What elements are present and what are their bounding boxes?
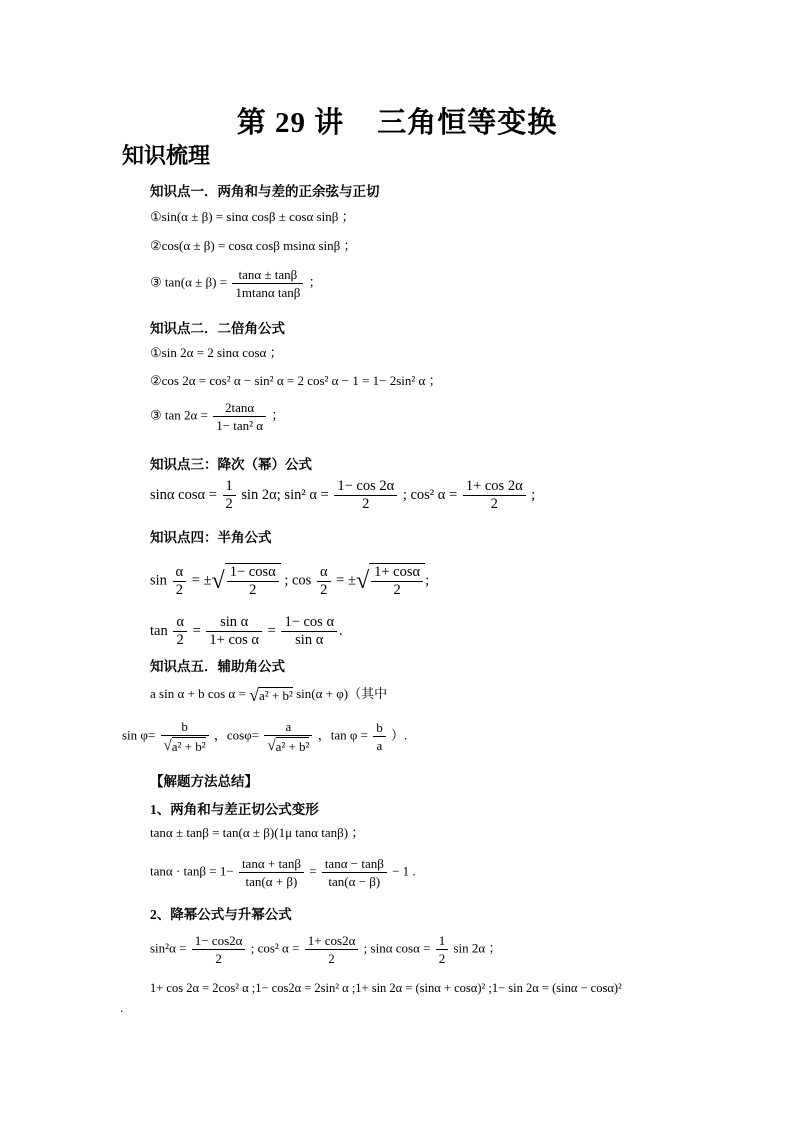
point2-formula1: ①sin 2α = 2 sinα cosα ；: [150, 345, 283, 360]
point4-formula-tan: tan $\frac{\alpha}{2}$ = $\frac{\text{sin α}}{\text{1+ cos α}}$ = $\frac{\text{1− cos α}}{\text{sin α}}$ .: [150, 614, 343, 648]
summary-s1-formula1: tanα ± tanβ = tan(α ± β)(1μ tanα tanβ) ；: [150, 825, 365, 840]
fraction: $\frac{1}{2}$: [223, 478, 236, 513]
radical-sign: √: [249, 685, 259, 706]
point5-formula-line1: a sin α + b cos α = √a² + b² sin(α + φ)（其中: [150, 685, 388, 706]
radical: [225, 563, 281, 599]
fraction: $\frac{\text{sin α}}{\text{1+ cos α}}$: [206, 614, 262, 649]
point1-formula1: ①sin(α ± β) = sinα cosβ ± cosα sinβ ；: [150, 209, 355, 224]
fraction: $\frac{1+ \cos 2\alpha}{2}$: [305, 932, 359, 967]
fraction: $\frac{\alpha}{2}$: [173, 614, 187, 649]
radical-sign: √: [211, 568, 225, 594]
fraction: $\frac{\alpha}{2}$: [173, 564, 187, 599]
point1-formula3: ③ tan(α ± β) = $\frac{\tan\alpha \pm \tan\beta}{\text{1mtanα tanβ}}$ ；: [150, 267, 322, 300]
fraction: $\frac{b}{\text{√a² + b²}}$: [161, 718, 209, 755]
point1-formula2: ②cos(α ± β) = cosα cosβ msinα sinβ ；: [150, 238, 357, 253]
point2-heading: 知识点二．二倍角公式: [150, 321, 285, 336]
radical: [369, 563, 425, 599]
fraction: $\frac{1}{2}$: [436, 932, 449, 967]
section-heading: 知识梳理: [122, 143, 211, 168]
summary-heading: 【解题方法总结】: [150, 774, 258, 789]
fraction: $\frac{1+ \cos 2\alpha}{2}$: [463, 478, 526, 513]
fraction: $\frac{\alpha}{2}$: [317, 564, 331, 599]
fraction: $\frac{\text{1− cos α}}{\text{sin α}}$: [281, 614, 337, 649]
point2-formula3: ③ tan 2α = $\frac{2\tan\alpha}{\text{1− tan² α}}$ ；: [150, 400, 285, 433]
radical-sign: √: [355, 568, 370, 594]
fraction: $\frac{2\tan\alpha}{\text{1− tan² α}}$: [213, 399, 266, 434]
fraction: $\frac{1+ \cos\alpha}{2}$: [371, 564, 423, 599]
summary-s1-formula2: tanα · tanβ = 1− $\frac{\tan\alpha + \tan\beta}{\tan(\alpha + \beta)}$ = $\frac{\tan\alpha - \tan\beta}{\tan(\alpha - \beta)}$ − 1 .: [150, 856, 416, 889]
summary-s2-formula2: 1+ cos 2α = 2cos² α ;1− cos2α = 2sin² α ;1+ sin 2α = (sinα + cosα)² ;1− sin 2α = (sinα − cosα)²: [150, 981, 622, 995]
point5-formula-line2: sin φ= $\frac{b}{\text{√a² + b²}}$ ，cosφ= $\frac{a}{\text{√a² + b²}}$ ，tan φ = $\frac{b}{a}$ ）.: [122, 719, 408, 755]
point4-heading: 知识点四：半角公式: [150, 530, 272, 545]
summary-s2-heading: 2、降幂公式与升幂公式: [150, 907, 292, 922]
fraction: $\frac{a}{\text{√a² + b²}}$: [264, 718, 312, 755]
radical-sign: √: [163, 737, 172, 754]
point2-formula2: ②cos 2α = cos² α − sin² α = 2 cos² α − 1 = 1− 2sin² α ；: [150, 373, 442, 388]
radical: a² + b²: [258, 687, 293, 703]
fraction: $\frac{b}{a}$: [373, 719, 386, 754]
point1-heading: 知识点一．两角和与差的正余弦与正切: [150, 184, 380, 199]
fraction: $\frac{\tan\alpha - \tan\beta}{\tan(\alpha - \beta)}$: [322, 855, 387, 890]
fraction: $\frac{\tan\alpha + \tan\beta}{\tan(\alpha + \beta)}$: [239, 855, 304, 890]
summary-s2-formula1: sin²α = $\frac{1- \cos 2\alpha}{2}$ ; cos² α = $\frac{1+ \cos 2\alpha}{2}$ ; sinα cosα = $\frac{1}{2}$ sin 2α ；: [150, 933, 502, 966]
point4-formula-sin-cos: sin $\frac{\alpha}{2}$ = ±√ $\frac{1- \cos\alpha}{2}$ ; cos $\frac{\alpha}{2}$ = ±√ $\frac{1+ \cos\alpha}{2}$ ;: [150, 563, 430, 598]
point3-heading: 知识点三：降次（幂）公式: [150, 457, 312, 472]
fraction: $\frac{1- \cos 2\alpha}{2}$: [334, 478, 397, 513]
point5-heading: 知识点五．辅助角公式: [150, 659, 285, 674]
fraction: $\frac{1- \cos 2\alpha}{2}$: [192, 932, 246, 967]
fraction: $\frac{\tan\alpha \pm \tan\beta}{\text{1mtanα tanβ}}$: [232, 266, 303, 301]
point3-formula: sinα cosα = $\frac{1}{2}$ sin 2α; sin² α = $\frac{1- \cos 2\alpha}{2}$ ; cos² α = $\frac{1+ \cos 2\alpha}{2}$ ;: [150, 478, 536, 512]
fraction: $\frac{1- \cos\alpha}{2}$: [227, 564, 279, 599]
summary-s1-heading: 1、两角和与差正切公式变形: [150, 802, 319, 817]
summary-s2-formula2-end: .: [120, 1000, 124, 1015]
radical-sign: √: [267, 737, 276, 754]
page-title: 第 29 讲 三角恒等变换: [236, 107, 558, 139]
